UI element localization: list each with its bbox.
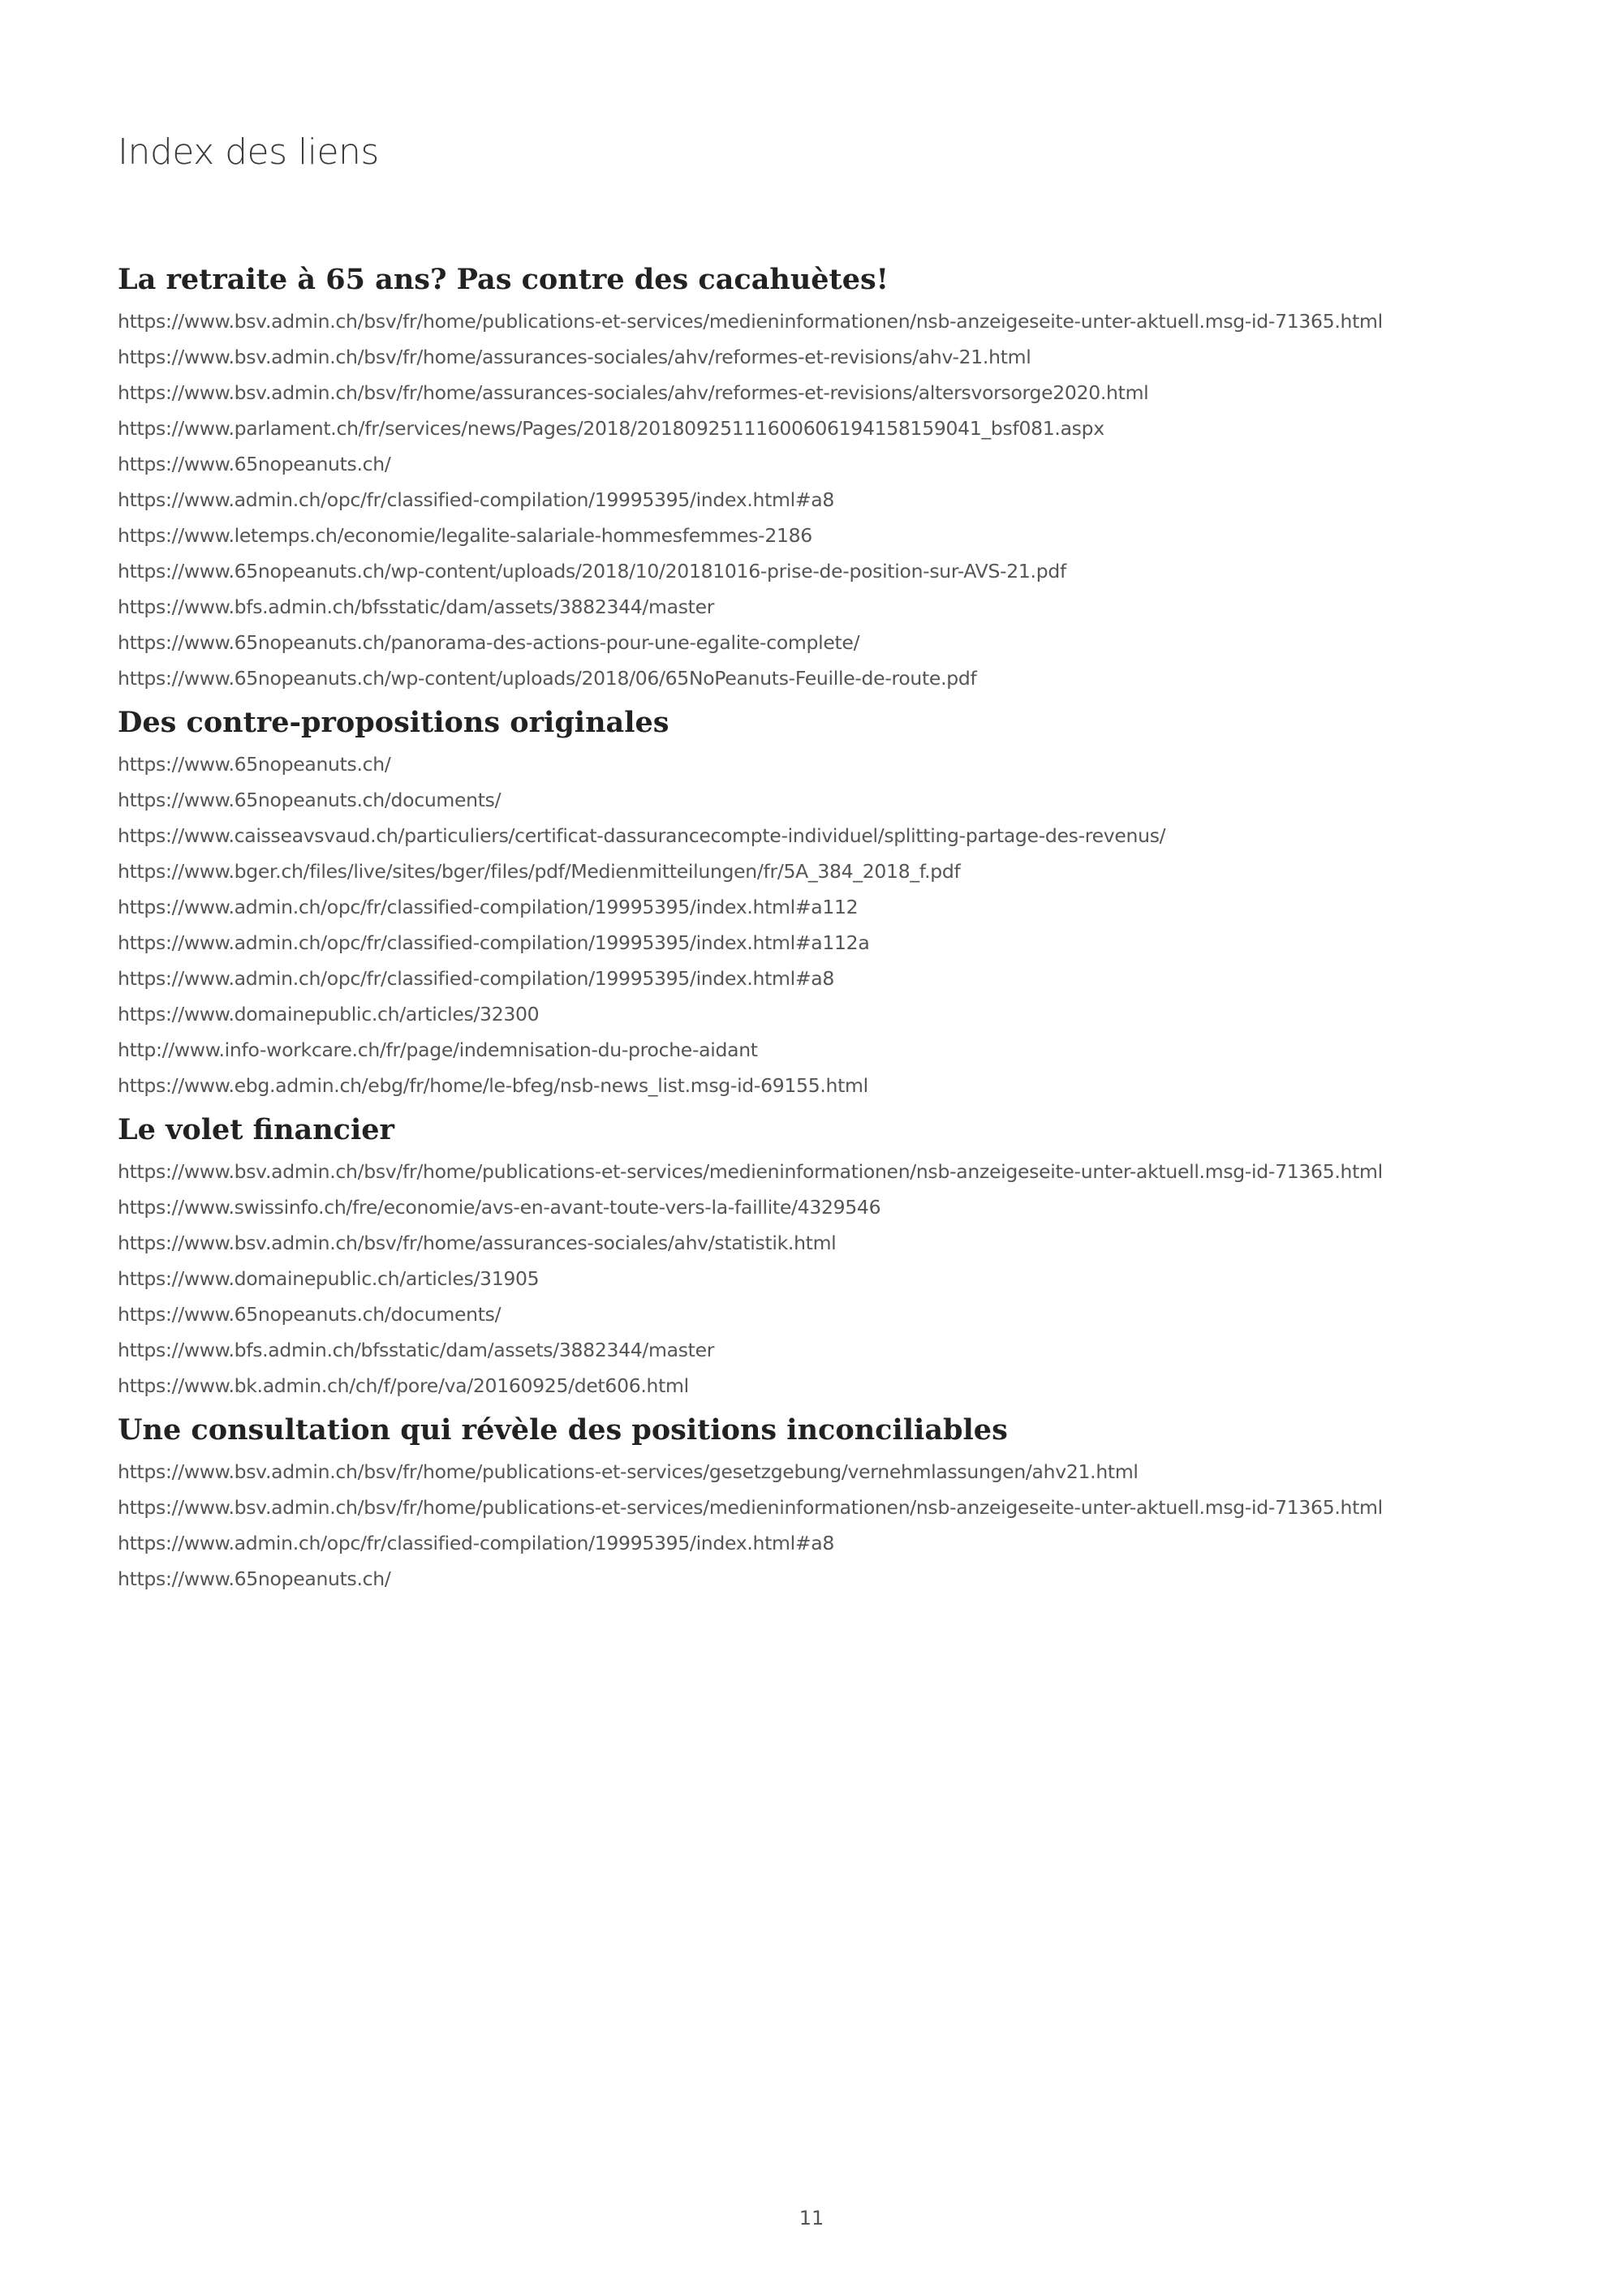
link-list bbox=[118, 1154, 1530, 1404]
link-section bbox=[118, 1410, 1530, 1597]
link-item[interactable]: https://www.letemps.ch/economie/legalite-salariale-hommesfemmes-2186 bbox=[118, 524, 812, 547]
sections-container bbox=[118, 260, 1530, 1597]
link-item[interactable]: https://www.bfs.admin.ch/bfsstatic/dam/assets/3882344/master bbox=[118, 595, 715, 618]
section-title: La retraite à 65 ans? Pas contre des cacahuètes! bbox=[118, 263, 889, 296]
link-item[interactable]: https://www.65nopeanuts.ch/ bbox=[118, 453, 391, 475]
link-item[interactable]: https://www.bger.ch/files/live/sites/bger/files/pdf/Medienmitteilungen/fr/5A_384_2018_f.pdf bbox=[118, 860, 961, 883]
link-item[interactable]: https://www.domainepublic.ch/articles/32300 bbox=[118, 1003, 540, 1025]
link-item[interactable]: https://www.bsv.admin.ch/bsv/fr/home/publications-et-services/medieninformationen/nsb-anzeigeseite-unter-aktuell.msg-id-71365.html bbox=[118, 1496, 1383, 1519]
link-item[interactable]: https://www.bsv.admin.ch/bsv/fr/home/assurances-sociales/ahv/statistik.html bbox=[118, 1232, 837, 1254]
page-content bbox=[118, 130, 1530, 1603]
link-section bbox=[118, 1110, 1530, 1404]
link-item[interactable]: https://www.admin.ch/opc/fr/classified-compilation/19995395/index.html#a8 bbox=[118, 1532, 835, 1554]
link-item[interactable]: https://www.bsv.admin.ch/bsv/fr/home/assurances-sociales/ahv/reformes-et-revisions/altersvorsorge2020.html bbox=[118, 381, 1149, 404]
link-section bbox=[118, 703, 1530, 1103]
link-item[interactable]: https://www.65nopeanuts.ch/wp-content/uploads/2018/10/20181016-prise-de-position-sur-AVS-21.pdf bbox=[118, 560, 1066, 583]
link-item[interactable]: http://www.info-workcare.ch/fr/page/indemnisation-du-proche-aidant bbox=[118, 1038, 758, 1061]
section-title: Une consultation qui révèle des positions inconciliables bbox=[118, 1413, 1008, 1447]
link-item[interactable]: https://www.admin.ch/opc/fr/classified-compilation/19995395/index.html#a8 bbox=[118, 967, 835, 990]
link-item[interactable]: https://www.65nopeanuts.ch/documents/ bbox=[118, 1303, 502, 1326]
link-item[interactable]: https://www.65nopeanuts.ch/ bbox=[118, 753, 391, 776]
link-item[interactable]: https://www.admin.ch/opc/fr/classified-compilation/19995395/index.html#a8 bbox=[118, 488, 835, 511]
index-title: Index des liens bbox=[118, 131, 379, 173]
link-list bbox=[118, 303, 1530, 696]
link-item[interactable]: https://www.ebg.admin.ch/ebg/fr/home/le-bfeg/nsb-news_list.msg-id-69155.html bbox=[118, 1074, 868, 1097]
link-item[interactable]: https://www.65nopeanuts.ch/wp-content/uploads/2018/06/65NoPeanuts-Feuille-de-route.pdf bbox=[118, 667, 977, 690]
link-item[interactable]: https://www.swissinfo.ch/fre/economie/avs-en-avant-toute-vers-la-faillite/4329546 bbox=[118, 1196, 881, 1219]
link-item[interactable]: https://www.bsv.admin.ch/bsv/fr/home/publications-et-services/medieninformationen/nsb-anzeigeseite-unter-aktuell.msg-id-71365.html bbox=[118, 310, 1383, 333]
link-list bbox=[118, 746, 1530, 1103]
section-title: Le volet financier bbox=[118, 1113, 394, 1146]
page-number: 11 bbox=[799, 2207, 824, 2229]
link-item[interactable]: https://www.parlament.ch/fr/services/news/Pages/2018/20180925111600606194158159041_bsf081.aspx bbox=[118, 417, 1104, 440]
link-item[interactable]: https://www.admin.ch/opc/fr/classified-compilation/19995395/index.html#a112 bbox=[118, 896, 859, 918]
link-item[interactable]: https://www.bsv.admin.ch/bsv/fr/home/assurances-sociales/ahv/reformes-et-revisions/ahv-21.html bbox=[118, 346, 1031, 368]
link-item[interactable]: https://www.bfs.admin.ch/bfsstatic/dam/assets/3882344/master bbox=[118, 1339, 715, 1361]
link-item[interactable]: https://www.domainepublic.ch/articles/31905 bbox=[118, 1267, 540, 1290]
link-list bbox=[118, 1454, 1530, 1597]
link-item[interactable]: https://www.65nopeanuts.ch/documents/ bbox=[118, 789, 502, 811]
link-item[interactable]: https://www.admin.ch/opc/fr/classified-compilation/19995395/index.html#a112a bbox=[118, 931, 870, 954]
link-item[interactable]: https://www.65nopeanuts.ch/ bbox=[118, 1567, 391, 1590]
link-item[interactable]: https://www.bk.admin.ch/ch/f/pore/va/20160925/det606.html bbox=[118, 1374, 689, 1397]
link-item[interactable]: https://www.bsv.admin.ch/bsv/fr/home/publications-et-services/medieninformationen/nsb-anzeigeseite-unter-aktuell.msg-id-71365.html bbox=[118, 1160, 1383, 1183]
link-item[interactable]: https://www.65nopeanuts.ch/panorama-des-actions-pour-une-egalite-complete/ bbox=[118, 631, 860, 654]
section-title: Des contre-propositions originales bbox=[118, 706, 669, 739]
link-item[interactable]: https://www.caisseavsvaud.ch/particuliers/certificat-dassurancecompte-individuel/splitting-partage-des-revenus/ bbox=[118, 824, 1166, 847]
link-item[interactable]: https://www.bsv.admin.ch/bsv/fr/home/publications-et-services/gesetzgebung/vernehmlassungen/ahv21.html bbox=[118, 1460, 1139, 1483]
link-section bbox=[118, 260, 1530, 696]
